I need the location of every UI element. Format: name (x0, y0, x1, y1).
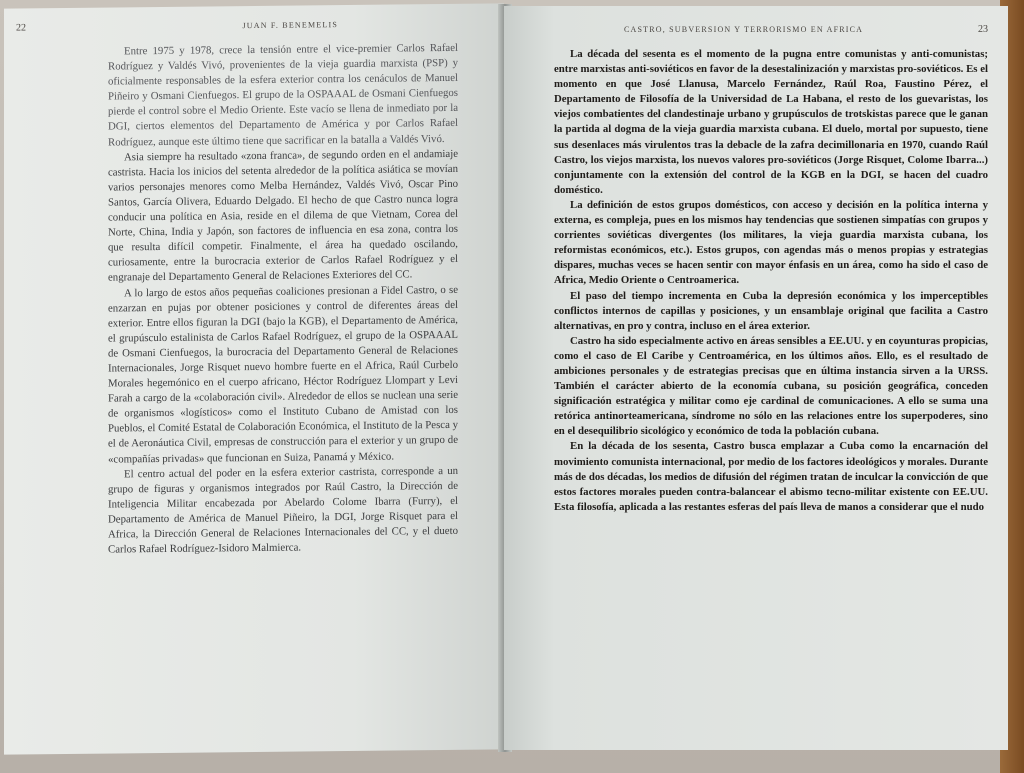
left-page (4, 3, 504, 754)
right-paragraph-5: En la década de los sesenta, Castro busca emplazar a Cuba como la encarnación del movimiento comunista internacional, por medio de los factores ideológicos y morales. Durante más de dos décadas, los medios de difusión del régimen tratan de inculcar la convicción de que estos factores morales pueden contra-balancear el abismo tecno-militar existente con EE.UU. Esta filosofía, aplicada a las restantes esferas del país lleva de manos a considerar que el nudo (554, 440, 988, 513)
right-paragraph-4: Castro ha sido especialmente activo en áreas sensibles a EE.UU. y en coyunturas propicias, como el caso de El Caribe y Centroamérica, en los últimos años. Ello, es el resultado de ambiciones personales y de estrategias precisas que en última instancia sirven a la URSS. También el carácter abierto de la economía cubana, su posición geográfica, conceden significación estratégica y militar como eje cardinal de comunicaciones. A ello se suma una retórica antinorteamericana, síndrome no sólo en las relaciones entre los superpoderes, sino en el desequilibrio sicológico y económico de toda la población cubana. (554, 334, 988, 438)
right-running-head (554, 24, 988, 35)
right-paragraph-3: El paso del tiempo incrementa en Cuba la depresión económica y los imperceptibles conflictos internos de capillas y posiciones, y un ensamblaje original que facilita a Castro alternativas, en pro y contra, incluso en el área exterior. (554, 289, 988, 332)
right-paragraph-2: La definición de estos grupos domésticos, con acceso y decisión en la política interna y externa, es compleja, pues en los mismos hay tendencias que sostienen simpatías con grupos y corrientes soviéticas divergentes (los militares, la vieja guardia marxista cubana, los reformistas económicos, etc.). Estos grupos, con agendas más o menos propias y estrategias dispares, muchas veces se hacen sentir con mayor énfasis en un área, como ha sido el caso de Africa, Medio Oriente o Centroamerica. (554, 198, 988, 287)
right-running-head-text: CASTRO, SUBVERSION Y TERRORISMO EN AFRICA (624, 25, 864, 34)
left-paragraph-3: A lo largo de estos años pequeñas coaliciones presionan a Fidel Castro, o se enzarzan en pujas por obtener posiciones y control de diferentes áreas del exterior. Entre ellos figuran la DGI (bajo la KGB), el Departamento de América, el grupúsculo estalinista de Carlos Rafael Rodríguez, el grupo de la OSPAAAL de Osmani Cienfuegos, la burocracia del Departamento General de Relaciones Internacionales, Jorge Risquet nuevo hombre fuerte en el Africa, Raúl Curbelo Morales hegemónico en el cuerpo africano, Héctor Rodríguez Llompart y Levi Farah a cargo de la «colaboración civil». Alrededor de ellos se nuclean una serie de organismos «logísticos» como el Instituto Cubano de Amistad con los Pueblos, el Comité Estatal de Colaboración Económica, el Instituto de la Pesca y el de Aeronáutica Civil, empresas de construcción para el exterior y un grupo de «compañías privadas» que funcionan en Suiza, Panamá y México. (108, 283, 458, 466)
right-page (504, 6, 1008, 750)
right-page-number: 23 (978, 24, 988, 35)
left-paragraph-4: El centro actual del poder en la esfera exterior castrista, corresponde a un grupo de figuras y organismos integrados por Raúl Castro, la Dirección de Inteligencia Militar encabezada por Abelardo Colome Ibarra (Furry), el Departamento de América de Manuel Piñeiro, la DGI, Jorge Risquet para el Africa, la Dirección General de Relaciones Internacionales del CC, y el dueto Carlos Rafael Rodríguez-Isidoro Malmierca. (108, 464, 458, 556)
left-paragraph-2: Asia siempre ha resultado «zona franca», de segundo orden en el andamiaje castrista. Hacia los inicios del setenta alrededor de la política asiática se movían varios personajes menores como Melba Hernández, Valdés Vivó, Oscar Pino Santos, García Olivera, Eduardo Delgado. El hecho de que Castro nunca logra conducir una política en Asia, reside en el dilema de que Vietnam, Corea del Norte, China, India y Japón, son factores de influencia en esa zona, contra los que resulta difícil competir. Finalmente, el área ha quedado oscilando, curiosamente, entre la burocracia exterior de Carlos Rafael Rodríguez y el engranaje del Departamento General de Relaciones Exteriores del CC. (108, 147, 458, 284)
left-running-head (16, 18, 458, 34)
right-paragraph-1: La década del sesenta es el momento de la pugna entre comunistas y anti-comunistas; entre marxistas anti-soviéticos en favor de la desestalinización y marxistas pro-soviéticos. Es el momento en que José Llanusa, Marcelo Fernández, Raúl Roa, Faustino Pérez, el Departamento de Filosofía de la Universidad de La Habana, el resto de los guevaristas, los viejos combatientes del clandestinaje urbano y grupúsculos de trotskistas parece que le ganan la partida al dogma de la vieja guardia marxista cubana. El duelo, mortal por supuesto, tiene sus desenlaces más virulentos tras la debacle de la zafra decimillonaria en 1970, cuando Raúl Castro, los viejos marxista, los nuevos valores pro-soviéticos (Jorge Risquet, Colome Ibarra...) conjuntamente con la extensión del control de la KGB en la DGI, se hacen del cuadro doméstico. (554, 48, 988, 196)
left-paragraph-1: Entre 1975 y 1978, crece la tensión entre el vice-premier Carlos Rafael Rodríguez y Valdés Vivó, provenientes de la vieja guardia marxista (PSP) y oficialmente responsables de la esfera exterior contra los cenáculos de Manuel Piñeiro y Osmani Cienfuegos. El grupo de la OSPAAAL de Osmani Cienfuegos pierde el control sobre el Medio Oriente. Este vacío se llena de inmediato por la DGI, ciertos elementos del Departamento de América y por Carlos Rafael Rodríguez, aunque este último tiene que sacrificar en la batalla a Valdés Vivó. (108, 41, 458, 149)
left-running-head-text: JUAN F. BENEMELIS (242, 20, 338, 31)
left-page-number: 22 (16, 22, 26, 34)
